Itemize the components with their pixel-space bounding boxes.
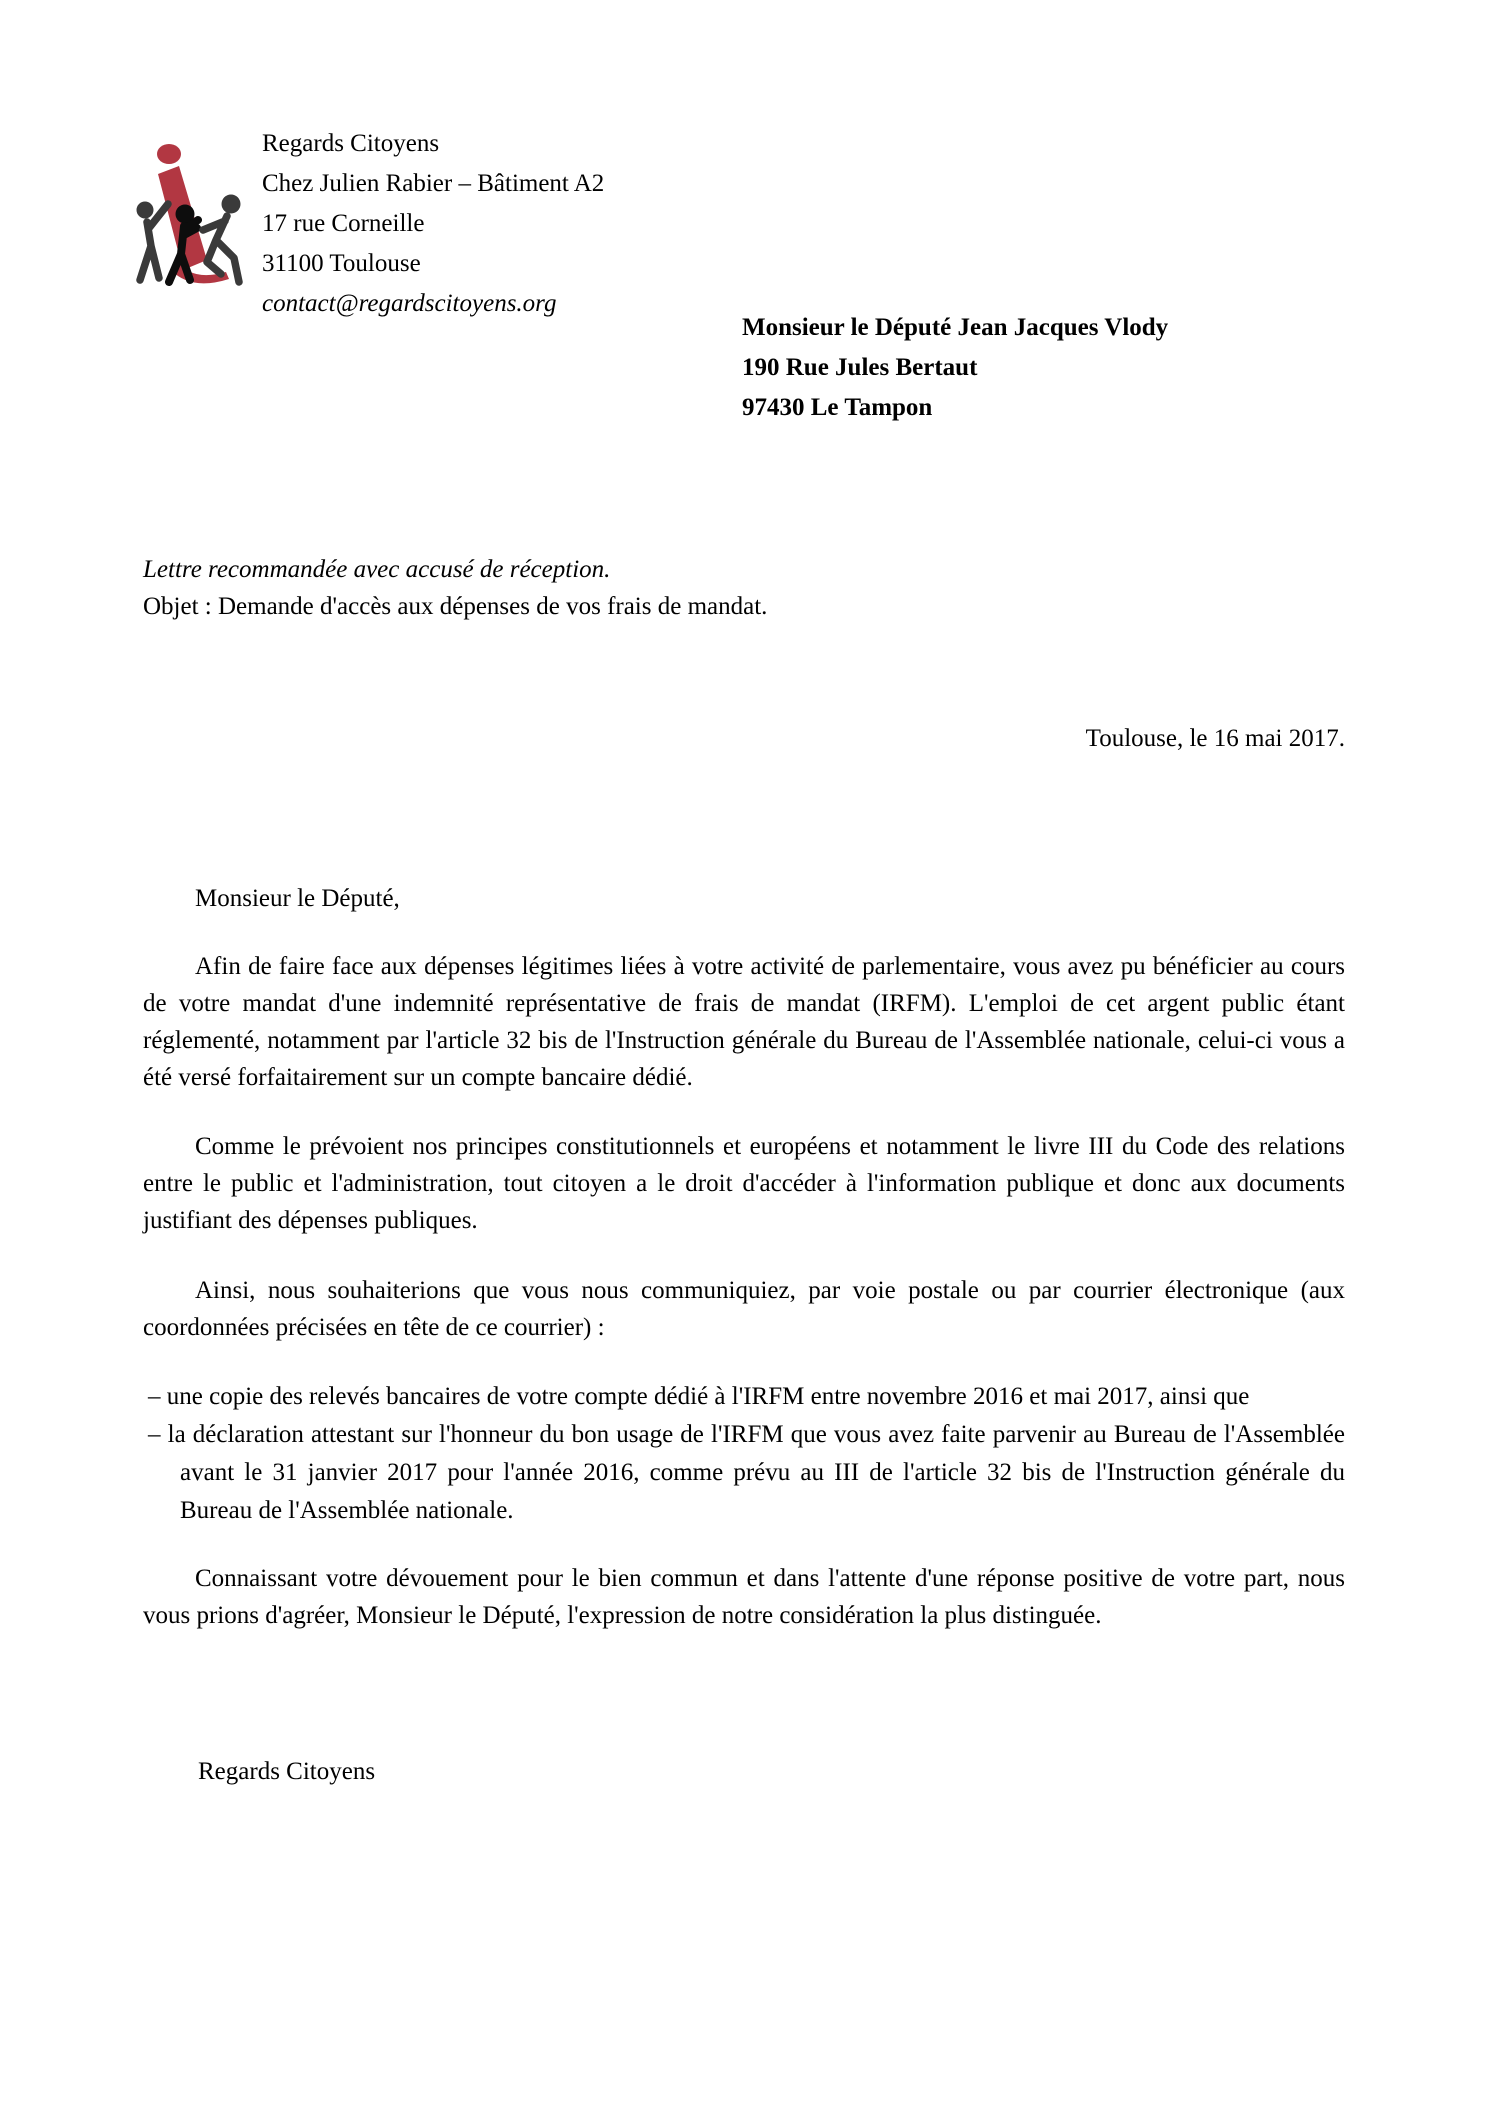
salutation: Monsieur le Député, xyxy=(195,885,400,912)
subject-line: Objet : Demande d'accès aux dépenses de vos frais de mandat. xyxy=(143,593,768,620)
body-paragraph: Comme le prévoient nos principes constitutionnels et européens et notamment le livre III du Code des relations entre le public et l'administration, tout citoyen a le droit d'accéder à l'information publique et donc aux documents justifiant des dépenses publiques. xyxy=(143,1133,1345,1234)
body-paragraph: Afin de faire face aux dépenses légitimes liées à votre activité de parlementaire, vous avez pu bénéficier au cours de votre mandat d'une indemnité représentative de frais de mandat (IRFM). L'emploi de cet argent public étant réglementé, notamment par l'article 32 bis de l'Instruction générale du Bureau de l'Assemblée nationale, celui-ci vous a été versé forfaitairement sur un compte bancaire dédié. xyxy=(143,953,1345,1091)
recipient-name: Monsieur le Député Jean Jacques Vlody xyxy=(742,314,1169,341)
body-paragraph: Ainsi, nous souhaiterions que vous nous communiquiez, par voie postale ou par courrier électronique (aux coordonnées précisées en tête de ce courrier) : xyxy=(143,1277,1345,1341)
delivery-notice: Lettre recommandée avec accusé de réception. xyxy=(143,556,611,583)
closing-paragraph: Connaissant votre dévouement pour le bien commun et dans l'attente d'une réponse positive de votre part, nous vous prions d'agréer, Monsieur le Député, l'expression de notre considération la plus distinguée. xyxy=(143,1565,1345,1629)
bullet-item: – la déclaration attestant sur l'honneur du bon usage de l'IRFM que vous avez faite parvenir au Bureau de l'Assemblée avant le 31 janvier 2017 pour l'année 2016, comme prévu au III de l'article 32 bis de l'Instruction générale du Bureau de l'Assemblée nationale. xyxy=(148,1421,1345,1524)
logo-figure-right-head xyxy=(222,195,241,214)
sender-name: Regards Citoyens xyxy=(262,130,440,157)
bullet-item: – une copie des relevés bancaires de votre compte dédié à l'IRFM entre novembre 2016 et mai 2017, ainsi que xyxy=(148,1383,1250,1410)
sender-address-line: Chez Julien Rabier – Bâtiment A2 xyxy=(262,170,605,197)
regards-citoyens-logo xyxy=(131,138,245,294)
sender-address-line: 17 rue Corneille xyxy=(262,210,425,237)
recipient-address-line: 190 Rue Jules Bertaut xyxy=(742,354,978,381)
dateline: Toulouse, le 16 mai 2017. xyxy=(1085,725,1345,752)
logo-figure-right-body xyxy=(203,216,239,282)
signature: Regards Citoyens xyxy=(198,1758,376,1785)
regards-citoyens-logo-icon xyxy=(131,138,245,294)
sender-address-block xyxy=(262,124,604,324)
recipient-address-block xyxy=(742,308,1168,428)
sender-email: contact@regardscitoyens.org xyxy=(262,290,557,317)
request-bullet-list xyxy=(143,1378,1345,1530)
recipient-address-line: 97430 Le Tampon xyxy=(742,394,933,421)
logo-figure-left-head xyxy=(137,202,154,219)
sender-address-line: 31100 Toulouse xyxy=(262,250,421,277)
logo-i-dot xyxy=(157,144,181,164)
